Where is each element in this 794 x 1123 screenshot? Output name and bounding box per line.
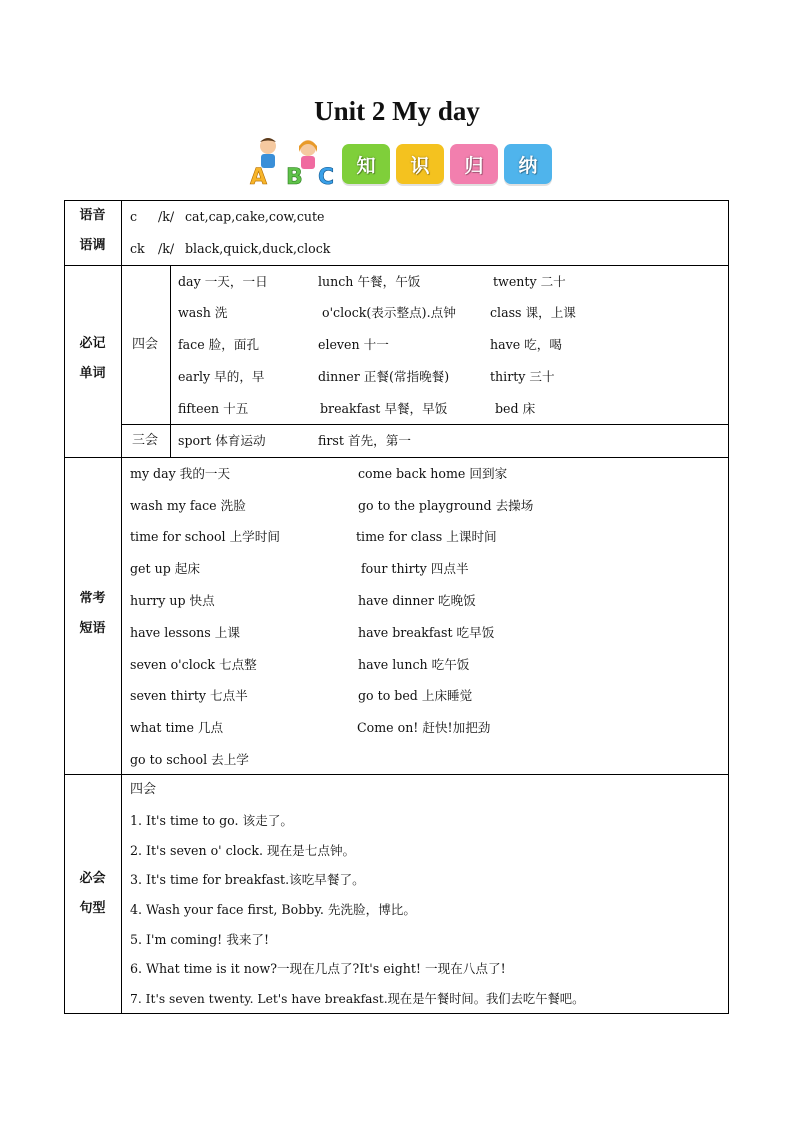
sentence-item: 5. I'm coming! 我来了! (130, 932, 270, 947)
letter-b-icon: B (286, 165, 303, 188)
banner-badge-zhi: 知 (342, 144, 390, 184)
banner-badge-gui: 归 (450, 144, 498, 184)
banner-badge-na: 纳 (504, 144, 552, 184)
page-title: Unit 2 My day (314, 96, 480, 126)
sentence-item: 6. What time is it now?一现在几点了?It's eight! 一现在八点了! (130, 961, 506, 976)
letter-a-icon: A (250, 165, 268, 188)
sentence-item: 1. It's time to go. 该走了。 (130, 813, 293, 828)
banner-badge-shi: 识 (396, 144, 444, 184)
letter-c-icon: C (318, 165, 335, 188)
label-phonics: 语音 语调 (79, 208, 106, 253)
label-words: 必记 单词 (79, 336, 106, 381)
sentence-item: 3. It's time for breakfast.该吃早餐了。 (130, 872, 365, 887)
sentence-item: 4. Wash your face first, Bobby. 先洗脸，博比。 (130, 902, 416, 917)
sublabel-four: 四会 (132, 337, 159, 352)
sublabel-three: 三会 (132, 433, 159, 448)
sentences-heading: 四会 (130, 782, 157, 797)
sentence-item: 7. It's seven twenty. Let's have breakfast.现在是午餐时间。我们去吃午餐吧。 (130, 992, 585, 1006)
sentence-item: 2. It's seven o' clock. 现在是七点钟。 (130, 843, 356, 858)
label-phrases: 常考 短语 (79, 591, 106, 636)
label-sentences: 必会 句型 (79, 871, 106, 916)
